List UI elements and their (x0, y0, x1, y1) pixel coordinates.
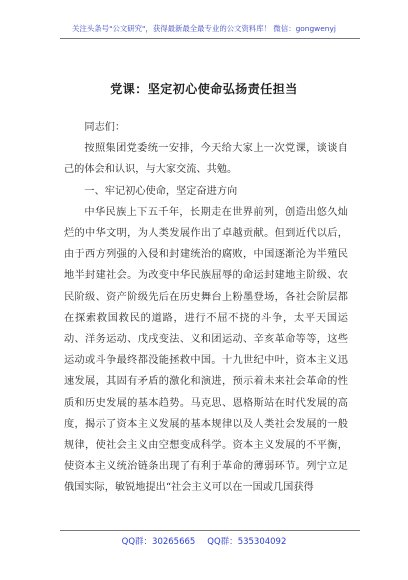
footer-qq-number-1: 30265665 (152, 537, 196, 547)
footer-contact (0, 536, 408, 548)
header-promo-note: 关注头条号"公文研究"，获得最新最全最专业的公文资料库！ 微信：gongwenyj (72, 24, 336, 33)
intro-paragraph: 按照集团党委统一安排，今天给大家上一次党课，谈谈自己的体会和认识，与大家交流、共勉。 (64, 143, 348, 176)
document-title: 党课：坚定初心使命弘扬责任担当 (110, 82, 298, 96)
footer-qq-label-2: QQ群： (207, 537, 238, 547)
footer-divider (60, 530, 360, 531)
header-divider (60, 38, 360, 39)
footer-qq-label-1: QQ群： (121, 537, 153, 547)
salutation: 同志们： (84, 122, 126, 133)
document-body (64, 117, 348, 499)
body-paragraph: 中华民族上下五千年，长期走在世界前列，创造出悠久灿烂的中华文明，为人类发展作出了卓越贡献。但到近代以后，由于西方列强的入侵和封建统治的腐败，中国逐渐沦为半殖民地半封建社会。为改变中华民族屈辱的命运封建地主阶级、农民阶级、资产阶级先后在历史舞台上粉墨登场，各社会阶层都在探索救国救民的道路，进行不屈不挠的斗争，太平天国运动、洋务运动、戊戌变法、义和团运动、辛亥革命等等，这些运动或斗争最终都没能拯救中国。十九世纪中叶，资本主义迅速发展，其固有矛盾的激化和演进，预示着未来社会革命的性质和历史发展的基本趋势。马克思、恩格斯站在时代发展的高度，揭示了资本主义发展的基本规律以及人类社会发展的一般规律，使社会主义由空想变成科学。资本主义发展的不平衡，使资本主义统治链条出现了有利于革命的薄弱环节。列宁立足俄国实际，敏锐地提出“社会主义可以在一国或几国获得 (64, 206, 348, 494)
footer-qq-number-2: 535304092 (237, 537, 287, 547)
section-heading: 一、牢记初心使命，坚定奋进方向 (84, 185, 238, 197)
